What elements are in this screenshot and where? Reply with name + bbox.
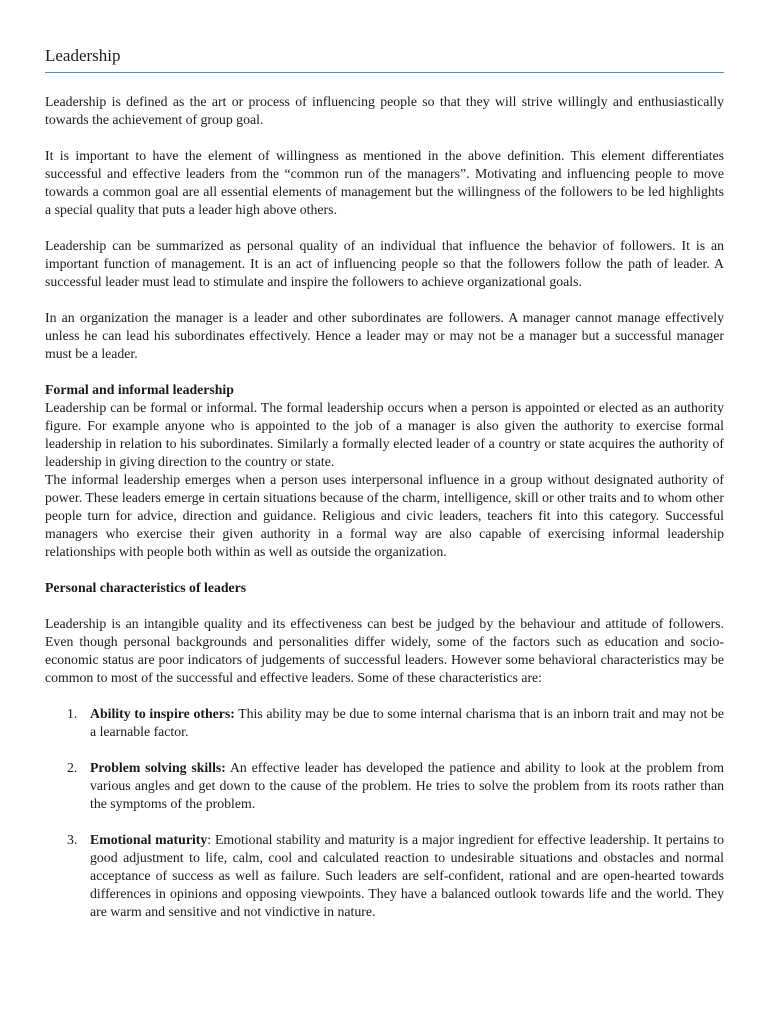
section-heading-personal: Personal characteristics of leaders [45, 580, 247, 595]
paragraph: Leadership is defined as the art or process of influencing people so that they will strive willingly and enthusiastically towards the achievement of group goal. [45, 94, 724, 127]
title-divider [45, 72, 724, 73]
list-item-text: : Emotional stability and maturity is a major ingredient for effective leadership. It pertains to good adjustment to life, calm, cool and calculated reaction to undesirable situations and obstacles and normal acceptance of success as well as failure. Such leaders are self-confident, rational and are open-hearted towards differences in opinions and opposing viewpoints. They have a balanced outlook towards life and the world. They are warm and sensitive and not vindictive in nature. [90, 832, 724, 919]
paragraph: The informal leadership emerges when a person uses interpersonal influence in a group without designated authority of power. These leaders emerge in certain situations because of the charm, intelligence, skill or other traits and to whom other people turn for advice, direction and guidance. Religious and civic leaders, teachers fit into this category. Successful managers who exercise their given authority in a formal way are also capable of exercising informal leadership relationships with people both within as well as outside the organization. [45, 472, 724, 559]
document-body [45, 93, 724, 939]
paragraph: It is important to have the element of willingness as mentioned in the above definition. This element differentiates successful and effective leaders from the “common run of the managers”. Motivating and influencing people to move towards a common goal are all essential elements of management but the willingness of the followers to be led highlights a special quality that puts a leader high above others. [45, 148, 724, 217]
list-item-text: An effective leader has developed the patience and ability to look at the problem from various angles and get down to the cause of the problem. He tries to solve the problem from its roots rather than the symptoms of the problem. [90, 760, 724, 811]
paragraph: Leadership is an intangible quality and its effectiveness can best be judged by the behaviour and attitude of followers. Even though personal backgrounds and personalities differ widely, some of the factors such as education and socio-economic status are poor indicators of judgements of successful leaders. However some behavioral characteristics may be common to most of the successful and effective leaders. Some of these characteristics are: [45, 616, 724, 685]
list-number: 1. [67, 706, 78, 721]
section-heading-formal: Formal and informal leadership [45, 382, 234, 397]
list-item-term: Ability to inspire others: [90, 706, 235, 721]
list-item [45, 705, 724, 741]
list-item-term: Emotional maturity [90, 832, 208, 847]
list-item [45, 831, 724, 921]
paragraph: Leadership can be formal or informal. The formal leadership occurs when a person is appointed or elected as an authority figure. For example anyone who is appointed to the job of a manager is also given the authority to exercise formal leadership in relation to his subordinates. Similarly a formally elected leader of a country or state acquires the authority of leadership in giving direction to the country or state. [45, 400, 724, 469]
list-item-term: Problem solving skills: [90, 760, 226, 775]
list-item-text: This ability may be due to some internal charisma that is an inborn trait and may not be a learnable factor. [90, 706, 724, 739]
list-item [45, 759, 724, 813]
list-number: 3. [67, 832, 78, 847]
paragraph: Leadership can be summarized as personal quality of an individual that influence the behavior of followers. It is an important function of management. It is an act of influencing people so that the followers follow the path of leader. A successful leader must lead to stimulate and inspire the followers to achieve organizational goals. [45, 238, 724, 289]
page-title: Leadership [45, 46, 121, 65]
characteristics-list [45, 705, 724, 921]
list-number: 2. [67, 760, 78, 775]
paragraph: In an organization the manager is a leader and other subordinates are followers. A manager cannot manage effectively unless he can lead his subordinates effectively. Hence a leader may or may not be a manager but a successful manager must be a leader. [45, 310, 724, 361]
